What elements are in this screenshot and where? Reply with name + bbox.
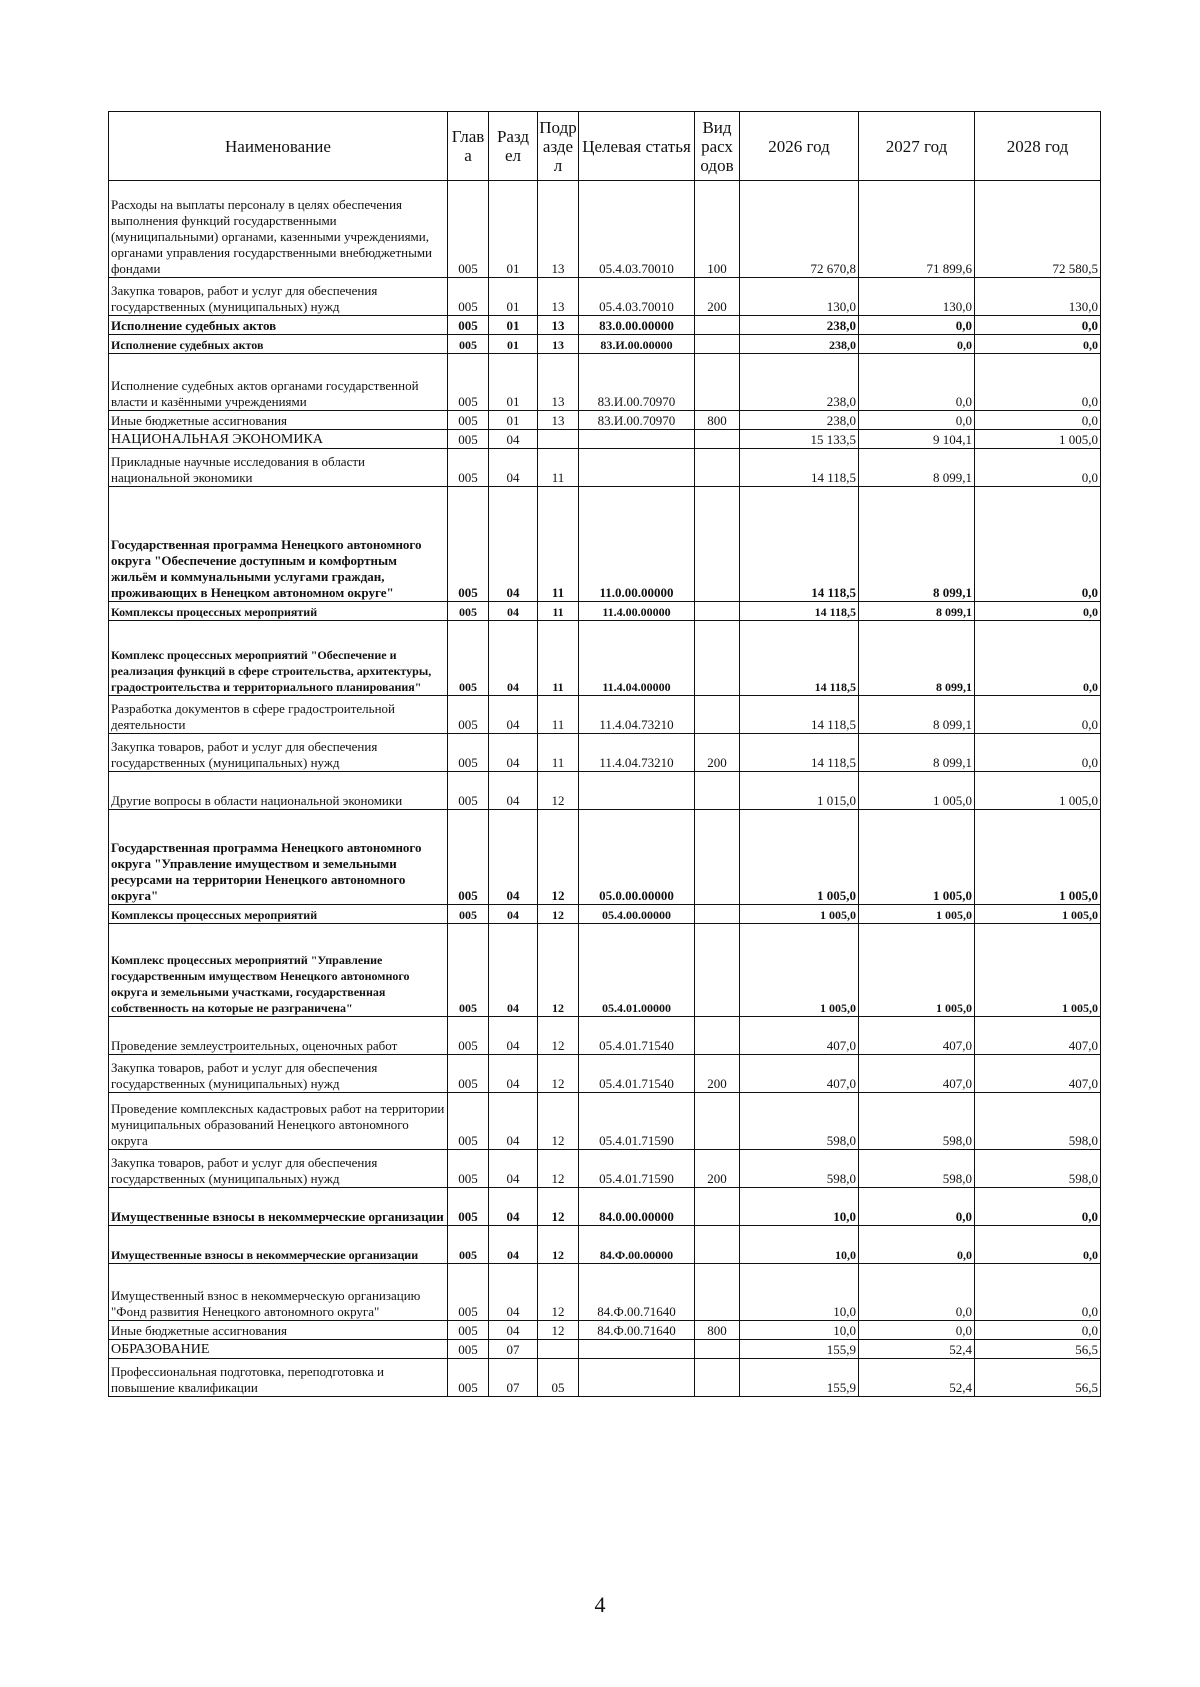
- cell-glava: 005: [448, 1055, 489, 1093]
- cell-razdel: 04: [489, 772, 538, 810]
- cell-celevaya: 83.И.00.70970: [579, 354, 695, 411]
- cell-podrazdel: 05: [538, 1359, 579, 1397]
- cell-glava: 005: [448, 335, 489, 354]
- table-row: [109, 810, 1101, 905]
- cell-podrazdel: 11: [538, 621, 579, 696]
- cell-glava: 005: [448, 354, 489, 411]
- table-row: [109, 1150, 1101, 1188]
- table-row: [109, 772, 1101, 810]
- header-celevaya: Целевая статья: [579, 112, 695, 181]
- cell-y2028: 72 580,5: [975, 181, 1101, 278]
- cell-y2028: 130,0: [975, 278, 1101, 316]
- cell-y2027: 9 104,1: [859, 430, 975, 449]
- cell-name: Расходы на выплаты персоналу в целях обеспечения выполнения функций государственными (муниципальными) органами, казенными учреждениями, органами управления государственными внебюджетными фондами: [109, 181, 448, 278]
- cell-razdel: 01: [489, 335, 538, 354]
- cell-razdel: 04: [489, 1017, 538, 1055]
- cell-vid: [695, 1017, 740, 1055]
- cell-podrazdel: 12: [538, 905, 579, 924]
- cell-vid: 200: [695, 734, 740, 772]
- cell-celevaya: 84.0.00.00000: [579, 1188, 695, 1226]
- cell-razdel: 04: [489, 810, 538, 905]
- table-row: [109, 1188, 1101, 1226]
- cell-y2027: 8 099,1: [859, 449, 975, 487]
- cell-y2027: 0,0: [859, 1321, 975, 1340]
- cell-celevaya: 83.И.00.70970: [579, 411, 695, 430]
- table-row: [109, 1340, 1101, 1359]
- cell-y2028: 0,0: [975, 734, 1101, 772]
- table-row: [109, 335, 1101, 354]
- cell-razdel: 04: [489, 1226, 538, 1264]
- cell-y2027: 130,0: [859, 278, 975, 316]
- cell-name: Исполнение судебных актов: [109, 316, 448, 335]
- cell-celevaya: 05.4.00.00000: [579, 905, 695, 924]
- cell-razdel: 04: [489, 734, 538, 772]
- cell-celevaya: 11.4.04.73210: [579, 734, 695, 772]
- header-glava: Глав а: [448, 112, 489, 181]
- cell-glava: 005: [448, 772, 489, 810]
- cell-vid: 800: [695, 411, 740, 430]
- cell-y2028: 1 005,0: [975, 810, 1101, 905]
- cell-celevaya: 05.4.01.71590: [579, 1150, 695, 1188]
- cell-y2027: 8 099,1: [859, 734, 975, 772]
- cell-podrazdel: 11: [538, 487, 579, 602]
- cell-glava: 005: [448, 1264, 489, 1321]
- cell-name: Имущественные взносы в некоммерческие организации: [109, 1188, 448, 1226]
- cell-razdel: 01: [489, 354, 538, 411]
- table-row: [109, 1055, 1101, 1093]
- table-row: [109, 354, 1101, 411]
- cell-glava: 005: [448, 411, 489, 430]
- cell-y2026: 15 133,5: [740, 430, 859, 449]
- cell-celevaya: 05.4.03.70010: [579, 181, 695, 278]
- cell-podrazdel: 13: [538, 354, 579, 411]
- cell-name: Профессиональная подготовка, переподготовка и повышение квалификации: [109, 1359, 448, 1397]
- cell-y2028: 1 005,0: [975, 924, 1101, 1017]
- cell-y2028: 0,0: [975, 1264, 1101, 1321]
- cell-y2028: 0,0: [975, 696, 1101, 734]
- cell-name: Исполнение судебных актов органами государственной власти и казёнными учреждениями: [109, 354, 448, 411]
- cell-glava: 005: [448, 621, 489, 696]
- cell-razdel: 04: [489, 1055, 538, 1093]
- cell-name: Проведение комплексных кадастровых работ на территории муниципальных образований Ненецкого автономного округа: [109, 1093, 448, 1150]
- cell-vid: [695, 487, 740, 602]
- table-row: [109, 602, 1101, 621]
- cell-y2027: 71 899,6: [859, 181, 975, 278]
- cell-razdel: 01: [489, 278, 538, 316]
- cell-y2028: 407,0: [975, 1017, 1101, 1055]
- cell-y2026: 14 118,5: [740, 449, 859, 487]
- cell-name: Имущественные взносы в некоммерческие организации: [109, 1226, 448, 1264]
- cell-podrazdel: 11: [538, 449, 579, 487]
- cell-glava: 005: [448, 1226, 489, 1264]
- cell-y2026: 238,0: [740, 316, 859, 335]
- cell-celevaya: 84.Ф.00.00000: [579, 1226, 695, 1264]
- cell-glava: 005: [448, 1017, 489, 1055]
- cell-y2026: 238,0: [740, 411, 859, 430]
- cell-y2027: 52,4: [859, 1340, 975, 1359]
- cell-y2027: 52,4: [859, 1359, 975, 1397]
- cell-celevaya: 11.4.00.00000: [579, 602, 695, 621]
- cell-razdel: 04: [489, 1150, 538, 1188]
- cell-y2027: 8 099,1: [859, 621, 975, 696]
- cell-y2028: 0,0: [975, 602, 1101, 621]
- cell-y2028: 407,0: [975, 1055, 1101, 1093]
- cell-y2027: 0,0: [859, 354, 975, 411]
- cell-celevaya: 05.4.01.71540: [579, 1017, 695, 1055]
- cell-name: Комплекс процессных мероприятий "Управление государственным имуществом Ненецкого автономного округа и земельными участками, государственная собственность на которые не разграничена": [109, 924, 448, 1017]
- page-number: 4: [594, 1592, 606, 1617]
- cell-y2027: 0,0: [859, 411, 975, 430]
- cell-y2026: 14 118,5: [740, 621, 859, 696]
- cell-y2027: 598,0: [859, 1150, 975, 1188]
- cell-y2026: 155,9: [740, 1340, 859, 1359]
- table-row: [109, 696, 1101, 734]
- cell-podrazdel: 11: [538, 602, 579, 621]
- cell-vid: [695, 1340, 740, 1359]
- cell-vid: [695, 430, 740, 449]
- cell-vid: 100: [695, 181, 740, 278]
- cell-glava: 005: [448, 316, 489, 335]
- cell-celevaya: [579, 1340, 695, 1359]
- cell-celevaya: 05.4.01.71540: [579, 1055, 695, 1093]
- cell-y2026: 1 005,0: [740, 810, 859, 905]
- cell-vid: [695, 1359, 740, 1397]
- cell-razdel: 07: [489, 1359, 538, 1397]
- cell-y2028: 0,0: [975, 1321, 1101, 1340]
- cell-name: Закупка товаров, работ и услуг для обеспечения государственных (муниципальных) нужд: [109, 278, 448, 316]
- table-row: [109, 734, 1101, 772]
- cell-celevaya: 84.Ф.00.71640: [579, 1321, 695, 1340]
- cell-celevaya: 11.4.04.73210: [579, 696, 695, 734]
- cell-razdel: 04: [489, 487, 538, 602]
- cell-vid: [695, 1093, 740, 1150]
- cell-name: Исполнение судебных актов: [109, 335, 448, 354]
- cell-vid: [695, 1226, 740, 1264]
- cell-name: Комплексы процессных мероприятий: [109, 602, 448, 621]
- cell-podrazdel: 13: [538, 411, 579, 430]
- cell-y2027: 598,0: [859, 1093, 975, 1150]
- cell-y2026: 407,0: [740, 1055, 859, 1093]
- cell-y2026: 10,0: [740, 1321, 859, 1340]
- table-row: [109, 1321, 1101, 1340]
- table-row: [109, 621, 1101, 696]
- cell-name: Разработка документов в сфере градостроительной деятельности: [109, 696, 448, 734]
- cell-y2027: 0,0: [859, 1188, 975, 1226]
- cell-y2026: 598,0: [740, 1150, 859, 1188]
- cell-glava: 005: [448, 810, 489, 905]
- cell-podrazdel: [538, 1340, 579, 1359]
- cell-y2027: 8 099,1: [859, 602, 975, 621]
- cell-y2028: 56,5: [975, 1359, 1101, 1397]
- cell-podrazdel: 13: [538, 181, 579, 278]
- table-row: [109, 1264, 1101, 1321]
- cell-razdel: 07: [489, 1340, 538, 1359]
- cell-name: Государственная программа Ненецкого автономного округа "Обеспечение доступным и комфортным жильём и коммунальными услугами граждан, проживающих в Ненецком автономном округе": [109, 487, 448, 602]
- cell-podrazdel: 12: [538, 1017, 579, 1055]
- cell-y2028: 56,5: [975, 1340, 1101, 1359]
- cell-glava: 005: [448, 1321, 489, 1340]
- cell-glava: 005: [448, 181, 489, 278]
- cell-podrazdel: 12: [538, 1321, 579, 1340]
- cell-podrazdel: 12: [538, 772, 579, 810]
- table-row: [109, 430, 1101, 449]
- table-row: [109, 181, 1101, 278]
- cell-y2026: 10,0: [740, 1188, 859, 1226]
- cell-y2028: 0,0: [975, 621, 1101, 696]
- cell-vid: [695, 696, 740, 734]
- cell-podrazdel: 12: [538, 1055, 579, 1093]
- cell-name: Комплекс процессных мероприятий "Обеспечение и реализация функций в сфере строительства, архитектуры, градостроительства и территориального планирования": [109, 621, 448, 696]
- cell-celevaya: 05.4.01.71590: [579, 1093, 695, 1150]
- cell-glava: 005: [448, 1359, 489, 1397]
- cell-y2028: 598,0: [975, 1150, 1101, 1188]
- cell-glava: 005: [448, 430, 489, 449]
- cell-razdel: 04: [489, 430, 538, 449]
- cell-glava: 005: [448, 449, 489, 487]
- table-row: [109, 316, 1101, 335]
- cell-y2027: 0,0: [859, 1264, 975, 1321]
- cell-y2028: 0,0: [975, 1226, 1101, 1264]
- budget-table: [108, 111, 1101, 1397]
- cell-vid: [695, 354, 740, 411]
- cell-y2026: 155,9: [740, 1359, 859, 1397]
- cell-name: Другие вопросы в области национальной экономики: [109, 772, 448, 810]
- cell-name: Закупка товаров, работ и услуг для обеспечения государственных (муниципальных) нужд: [109, 1055, 448, 1093]
- cell-vid: [695, 621, 740, 696]
- cell-name: Комплексы процессных мероприятий: [109, 905, 448, 924]
- cell-podrazdel: 12: [538, 1093, 579, 1150]
- table-row: [109, 487, 1101, 602]
- cell-y2027: 0,0: [859, 335, 975, 354]
- cell-y2026: 1 005,0: [740, 905, 859, 924]
- cell-y2026: 238,0: [740, 354, 859, 411]
- cell-y2027: 407,0: [859, 1055, 975, 1093]
- cell-name: Государственная программа Ненецкого автономного округа "Управление имуществом и земельными ресурсами на территории Ненецкого автономного округа": [109, 810, 448, 905]
- table-row: [109, 1093, 1101, 1150]
- cell-name: Прикладные научные исследования в области национальной экономики: [109, 449, 448, 487]
- cell-y2026: 14 118,5: [740, 487, 859, 602]
- cell-glava: 005: [448, 278, 489, 316]
- cell-name: Иные бюджетные ассигнования: [109, 411, 448, 430]
- cell-celevaya: [579, 772, 695, 810]
- cell-podrazdel: 11: [538, 734, 579, 772]
- cell-celevaya: 83.0.00.00000: [579, 316, 695, 335]
- header-2026: 2026 год: [740, 112, 859, 181]
- cell-vid: 800: [695, 1321, 740, 1340]
- cell-podrazdel: 12: [538, 1226, 579, 1264]
- cell-y2026: 598,0: [740, 1093, 859, 1150]
- cell-vid: [695, 1264, 740, 1321]
- table-header-row: [109, 112, 1101, 181]
- header-2028: 2028 год: [975, 112, 1101, 181]
- cell-y2026: 407,0: [740, 1017, 859, 1055]
- cell-podrazdel: 12: [538, 1188, 579, 1226]
- cell-razdel: 01: [489, 316, 538, 335]
- cell-celevaya: 11.4.04.00000: [579, 621, 695, 696]
- cell-y2027: 1 005,0: [859, 905, 975, 924]
- cell-glava: 005: [448, 1188, 489, 1226]
- cell-y2026: 72 670,8: [740, 181, 859, 278]
- cell-podrazdel: 13: [538, 316, 579, 335]
- cell-y2028: 0,0: [975, 487, 1101, 602]
- cell-y2028: 0,0: [975, 1188, 1101, 1226]
- cell-vid: 200: [695, 1150, 740, 1188]
- cell-celevaya: 05.4.01.00000: [579, 924, 695, 1017]
- cell-podrazdel: 12: [538, 1264, 579, 1321]
- cell-y2028: 0,0: [975, 335, 1101, 354]
- cell-y2026: 1 005,0: [740, 924, 859, 1017]
- cell-name: НАЦИОНАЛЬНАЯ ЭКОНОМИКА: [109, 430, 448, 449]
- cell-y2026: 10,0: [740, 1226, 859, 1264]
- cell-y2027: 407,0: [859, 1017, 975, 1055]
- cell-razdel: 04: [489, 621, 538, 696]
- cell-name: Закупка товаров, работ и услуг для обеспечения государственных (муниципальных) нужд: [109, 1150, 448, 1188]
- cell-y2027: 8 099,1: [859, 696, 975, 734]
- cell-name: Имущественный взнос в некоммерческую организацию "Фонд развития Ненецкого автономного округа": [109, 1264, 448, 1321]
- cell-podrazdel: 12: [538, 810, 579, 905]
- cell-celevaya: 84.Ф.00.71640: [579, 1264, 695, 1321]
- cell-y2026: 130,0: [740, 278, 859, 316]
- cell-razdel: 01: [489, 411, 538, 430]
- cell-razdel: 04: [489, 924, 538, 1017]
- cell-celevaya: [579, 449, 695, 487]
- cell-name: Иные бюджетные ассигнования: [109, 1321, 448, 1340]
- cell-y2026: 10,0: [740, 1264, 859, 1321]
- cell-y2026: 14 118,5: [740, 734, 859, 772]
- cell-y2027: 1 005,0: [859, 772, 975, 810]
- table-row: [109, 1226, 1101, 1264]
- cell-vid: [695, 905, 740, 924]
- cell-razdel: 04: [489, 696, 538, 734]
- header-name: Наименование: [109, 112, 448, 181]
- cell-vid: 200: [695, 1055, 740, 1093]
- table-row: [109, 1017, 1101, 1055]
- cell-name: Закупка товаров, работ и услуг для обеспечения государственных (муниципальных) нужд: [109, 734, 448, 772]
- cell-vid: [695, 602, 740, 621]
- cell-y2026: 238,0: [740, 335, 859, 354]
- cell-y2027: 1 005,0: [859, 810, 975, 905]
- cell-podrazdel: 11: [538, 696, 579, 734]
- cell-y2028: 0,0: [975, 449, 1101, 487]
- cell-vid: [695, 810, 740, 905]
- cell-y2028: 0,0: [975, 316, 1101, 335]
- cell-razdel: 04: [489, 905, 538, 924]
- cell-celevaya: 11.0.00.00000: [579, 487, 695, 602]
- cell-name: ОБРАЗОВАНИЕ: [109, 1340, 448, 1359]
- cell-razdel: 04: [489, 1264, 538, 1321]
- cell-glava: 005: [448, 924, 489, 1017]
- cell-glava: 005: [448, 487, 489, 602]
- cell-y2026: 1 015,0: [740, 772, 859, 810]
- cell-vid: 200: [695, 278, 740, 316]
- cell-y2027: 8 099,1: [859, 487, 975, 602]
- cell-y2026: 14 118,5: [740, 602, 859, 621]
- cell-vid: [695, 316, 740, 335]
- cell-vid: [695, 449, 740, 487]
- cell-celevaya: [579, 430, 695, 449]
- cell-podrazdel: 12: [538, 1150, 579, 1188]
- table-row: [109, 278, 1101, 316]
- cell-glava: 005: [448, 905, 489, 924]
- cell-y2028: 1 005,0: [975, 430, 1101, 449]
- table-row: [109, 411, 1101, 430]
- header-2027: 2027 год: [859, 112, 975, 181]
- cell-vid: [695, 772, 740, 810]
- cell-podrazdel: 13: [538, 335, 579, 354]
- cell-glava: 005: [448, 1150, 489, 1188]
- cell-celevaya: [579, 1359, 695, 1397]
- cell-celevaya: 05.4.03.70010: [579, 278, 695, 316]
- cell-razdel: 04: [489, 1188, 538, 1226]
- cell-y2028: 1 005,0: [975, 772, 1101, 810]
- header-vid: Вид расх одов: [695, 112, 740, 181]
- cell-podrazdel: 12: [538, 924, 579, 1017]
- cell-y2026: 14 118,5: [740, 696, 859, 734]
- cell-razdel: 04: [489, 449, 538, 487]
- cell-name: Проведение землеустроительных, оценочных работ: [109, 1017, 448, 1055]
- table-row: [109, 1359, 1101, 1397]
- cell-vid: [695, 924, 740, 1017]
- cell-glava: 005: [448, 1340, 489, 1359]
- cell-razdel: 04: [489, 1093, 538, 1150]
- cell-celevaya: 05.0.00.00000: [579, 810, 695, 905]
- cell-razdel: 04: [489, 1321, 538, 1340]
- cell-glava: 005: [448, 696, 489, 734]
- cell-glava: 005: [448, 734, 489, 772]
- cell-razdel: 01: [489, 181, 538, 278]
- table-row: [109, 905, 1101, 924]
- cell-celevaya: 83.И.00.00000: [579, 335, 695, 354]
- cell-razdel: 04: [489, 602, 538, 621]
- cell-y2028: 0,0: [975, 354, 1101, 411]
- header-podrazdel: Подр азде л: [538, 112, 579, 181]
- cell-y2027: 1 005,0: [859, 924, 975, 1017]
- cell-y2027: 0,0: [859, 316, 975, 335]
- cell-y2028: 598,0: [975, 1093, 1101, 1150]
- cell-podrazdel: 13: [538, 278, 579, 316]
- cell-y2027: 0,0: [859, 1226, 975, 1264]
- cell-vid: [695, 1188, 740, 1226]
- cell-podrazdel: [538, 430, 579, 449]
- header-razdel: Разд ел: [489, 112, 538, 181]
- cell-glava: 005: [448, 602, 489, 621]
- cell-y2028: 0,0: [975, 411, 1101, 430]
- table-row: [109, 924, 1101, 1017]
- cell-y2028: 1 005,0: [975, 905, 1101, 924]
- cell-vid: [695, 335, 740, 354]
- cell-glava: 005: [448, 1093, 489, 1150]
- table-row: [109, 449, 1101, 487]
